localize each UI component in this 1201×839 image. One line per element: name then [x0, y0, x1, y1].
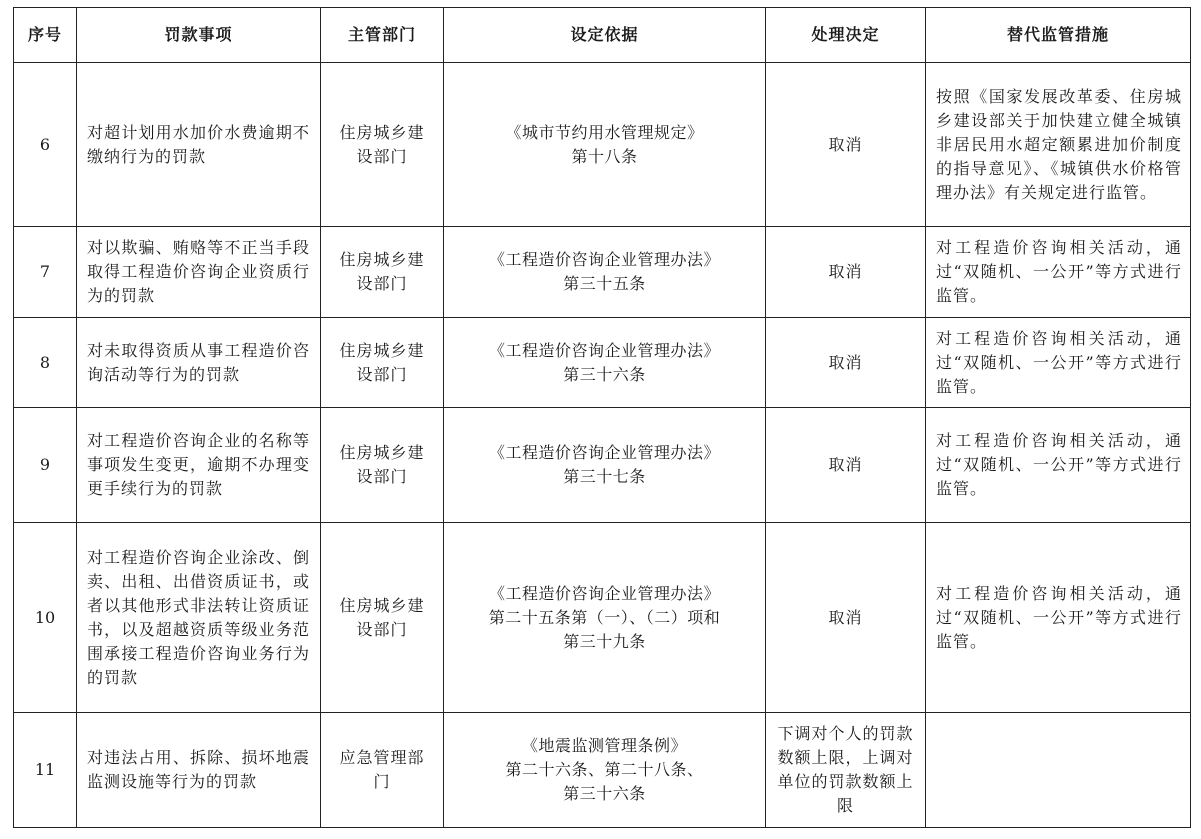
row-basis	[444, 523, 766, 713]
basis-line: 《工程造价咨询企业管理办法》	[488, 250, 720, 269]
table-row	[14, 63, 1191, 227]
row-basis	[444, 713, 766, 828]
row-alternative: 对工程造价咨询相关活动，通过“双随机、一公开”等方式进行监管。	[926, 408, 1191, 523]
basis-line: 第三十六条	[563, 784, 646, 803]
row-decision: 取消	[766, 523, 926, 713]
table-row	[14, 318, 1191, 408]
basis-line: 第三十七条	[563, 467, 646, 486]
basis-line: 《地震监测管理条例》	[521, 736, 687, 755]
row-dept: 住房城乡建设部门	[321, 523, 444, 713]
row-no: 11	[14, 713, 77, 828]
basis-line: 《工程造价咨询企业管理办法》	[488, 340, 720, 360]
row-decision: 取消	[766, 408, 926, 523]
basis-line: 第三十九条	[563, 631, 646, 651]
basis-line: 第三十五条	[563, 274, 646, 293]
row-dept: 住房城乡建设部门	[321, 318, 444, 408]
table-row	[14, 713, 1191, 828]
basis-line: 第二十五条第（一）、（二）项和	[488, 607, 721, 627]
table-row	[14, 227, 1191, 318]
row-alternative: 对工程造价咨询相关活动，通过“双随机、一公开”等方式进行监管。	[926, 318, 1191, 408]
row-basis	[444, 227, 766, 318]
row-no: 6	[14, 63, 77, 227]
table-header-row	[14, 8, 1191, 63]
row-basis	[444, 408, 766, 523]
header-alternative: 替代监管措施	[926, 8, 1191, 63]
row-alternative	[926, 713, 1191, 828]
row-decision: 取消	[766, 318, 926, 408]
row-no: 10	[14, 523, 77, 713]
basis-line: 《城市节约用水管理规定》	[505, 122, 704, 142]
table-row	[14, 523, 1191, 713]
row-dept: 住房城乡建设部门	[321, 227, 444, 318]
header-decision: 处理决定	[766, 8, 926, 63]
basis-line: 第三十六条	[563, 364, 646, 384]
basis-line: 《工程造价咨询企业管理办法》	[488, 443, 720, 462]
row-item: 对工程造价咨询企业的名称等事项发生变更，逾期不办理变更手续行为的罚款	[77, 408, 321, 523]
row-basis	[444, 318, 766, 408]
basis-line: 第十八条	[571, 146, 638, 166]
header-dept: 主管部门	[321, 8, 444, 63]
row-decision: 下调对个人的罚款数额上限，上调对单位的罚款数额上限	[766, 713, 926, 828]
row-no: 7	[14, 227, 77, 318]
row-decision: 取消	[766, 227, 926, 318]
row-alternative: 对工程造价咨询相关活动，通过“双随机、一公开”等方式进行监管。	[926, 227, 1191, 318]
row-item: 对工程造价咨询企业涂改、倒卖、出租、出借资质证书，或者以其他形式非法转让资质证书，以及超越资质等级业务范围承接工程造价咨询业务行为的罚款	[77, 523, 321, 713]
row-no: 9	[14, 408, 77, 523]
penalty-table	[13, 7, 1191, 828]
row-decision: 取消	[766, 63, 926, 227]
row-basis	[444, 63, 766, 227]
row-alternative: 按照《国家发展改革委、住房城乡建设部关于加快建立健全城镇非居民用水超定额累进加价制度的指导意见》、《城镇供水价格管理办法》有关规定进行监管。	[926, 63, 1191, 227]
row-item: 对未取得资质从事工程造价咨询活动等行为的罚款	[77, 318, 321, 408]
row-item: 对以欺骗、贿赂等不正当手段取得工程造价咨询企业资质行为的罚款	[77, 227, 321, 318]
row-dept: 住房城乡建设部门	[321, 408, 444, 523]
header-basis: 设定依据	[444, 8, 766, 63]
row-item: 对违法占用、拆除、损坏地震监测设施等行为的罚款	[77, 713, 321, 828]
header-no: 序号	[14, 8, 77, 63]
row-alternative: 对工程造价咨询相关活动，通过“双随机、一公开”等方式进行监管。	[926, 523, 1191, 713]
row-dept: 应急管理部门	[321, 713, 444, 828]
basis-line: 第二十六条、第二十八条、	[505, 760, 704, 779]
table-row	[14, 408, 1191, 523]
row-item: 对超计划用水加价水费逾期不缴纳行为的罚款	[77, 63, 321, 227]
basis-line: 《工程造价咨询企业管理办法》	[488, 583, 720, 603]
header-item: 罚款事项	[77, 8, 321, 63]
row-no: 8	[14, 318, 77, 408]
row-dept: 住房城乡建设部门	[321, 63, 444, 227]
